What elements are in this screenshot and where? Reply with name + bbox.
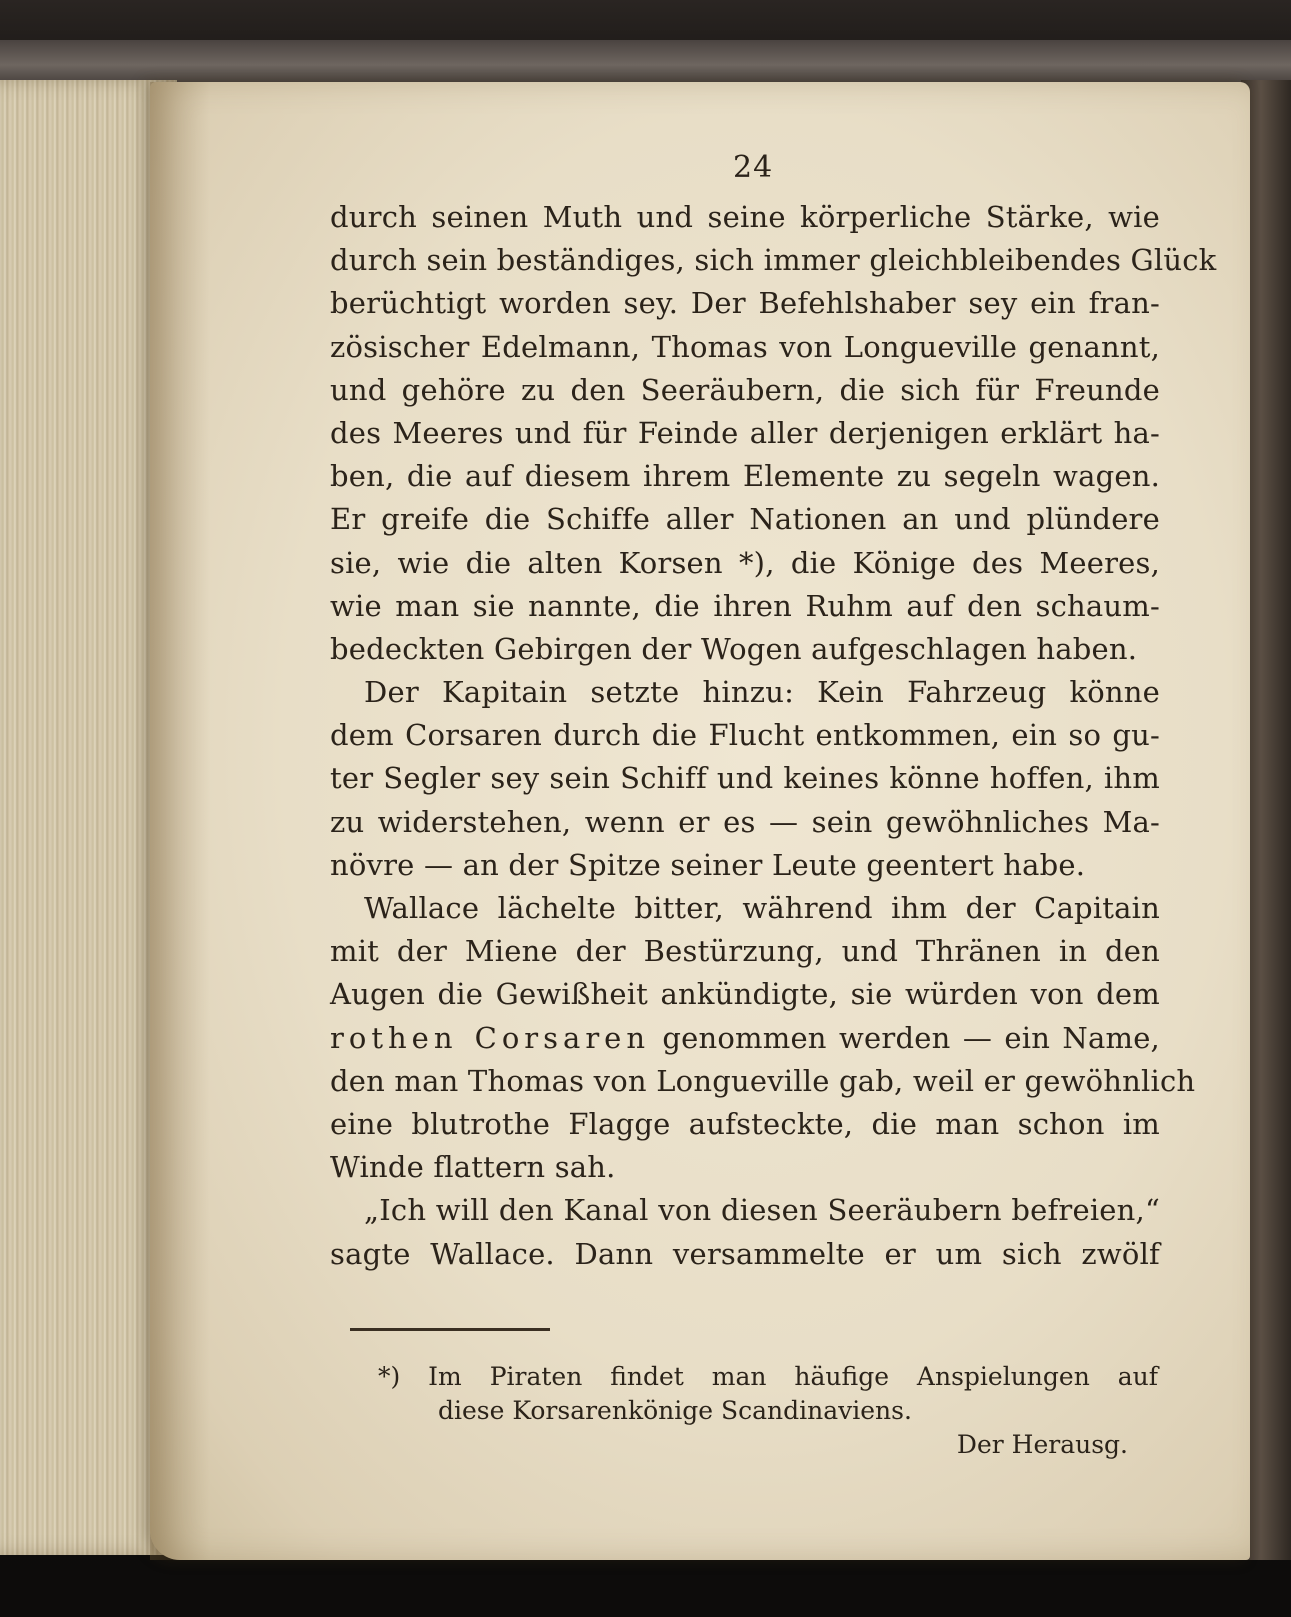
footnote-line-2: diese Korsarenkönige Scandinaviens. (438, 1396, 912, 1425)
text-line: und gehöre zu den Seeräubern, die sich für Freunde (330, 372, 1160, 407)
text-line: wie man sie nannte, die ihren Ruhm auf den schaum- (330, 588, 1160, 623)
text-line: durch seinen Muth und seine körperliche Stärke, wie (330, 200, 1160, 234)
text-line: mit der Miene der Bestürzung, und Thränen in den (330, 934, 1160, 969)
text-line: durch sein beständiges, sich immer gleichbleibendes Glück (330, 243, 1217, 278)
text-line: Wallace lächelte bitter, während ihm der Capitain (364, 891, 1160, 925)
text-line: sagte Wallace. Dann versammelte er um sich zwölf (330, 1236, 1160, 1271)
text-line: ben, die auf diesem ihrem Elemente zu segeln wagen. (330, 459, 1160, 494)
footnote-line-1: *) Im Piraten findet man häufige Anspielungen auf (378, 1362, 1158, 1391)
page-number: 24 (733, 150, 774, 185)
text-line: Der Kapitain setzte hinzu: Kein Fahrzeug könne (364, 675, 1160, 710)
text-line: zösischer Edelmann, Thomas von Longueville genannt, (330, 329, 1160, 364)
text-line: eine blutrothe Flagge aufsteckte, die man schon im (330, 1106, 1160, 1141)
text-line: növre — an der Spitze seiner Leute geentert habe. (330, 847, 1086, 882)
text-line: den man Thomas von Longueville gab, weil er gewöhnlich (330, 1063, 1196, 1098)
text-line: Augen die Gewißheit ankündigte, sie würden von dem (330, 977, 1160, 1012)
text-line: Winde flattern sah. (330, 1150, 616, 1185)
text-line: sie, wie die alten Korsen *), die Könige des Meeres, (330, 545, 1160, 580)
text-line: des Meeres und für Feinde aller derjenigen erklärt ha- (330, 415, 1160, 450)
body-text (330, 196, 1217, 1276)
footnote-rule (350, 1328, 550, 1331)
text-line: „Ich will den Kanal von diesen Seeräubern befreien,“ (364, 1193, 1160, 1228)
text-line: berüchtigt worden sey. Der Befehlshaber sey ein fran- (330, 286, 1160, 321)
footnote (378, 1360, 1158, 1462)
text-line: rothen Corsaren genommen werden — ein Name, (330, 1020, 1160, 1055)
text-line: Er greife die Schiffe aller Nationen an und plündere (330, 502, 1160, 537)
emphasized-text: rothen Corsaren (330, 1020, 651, 1055)
text-line: zu widerstehen, wenn er es — sein gewöhnliches Ma- (330, 804, 1160, 839)
text-line: bedeckten Gebirgen der Wogen aufgeschlagen haben. (330, 631, 1138, 666)
footnote-signature: Der Herausg. (956, 1430, 1128, 1459)
text-line: ter Segler sey sein Schiff und keines könne hoffen, ihm (330, 761, 1160, 796)
text-line: dem Corsaren durch die Flucht entkommen, ein so gu- (330, 718, 1160, 753)
